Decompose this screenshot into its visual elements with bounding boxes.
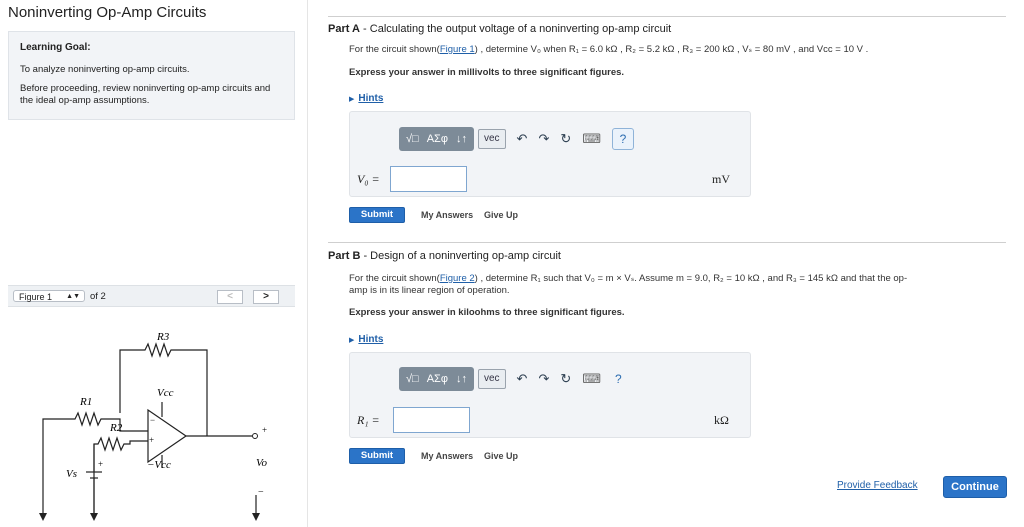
partA-title (328, 23, 671, 35)
output-minus-sign: − (258, 487, 264, 498)
page-title: Noninverting Op-Amp Circuits (8, 4, 207, 21)
redo-icon[interactable]: ↷ (538, 371, 550, 386)
learning-goal-line2: Before proceeding, review noninverting op-amp circuits and the ideal op-amp assumptions. (20, 83, 271, 106)
column-divider (307, 0, 308, 527)
partA-title-rest: - Calculating the output voltage of a noninverting op-amp circuit (360, 23, 672, 35)
triangle-right-icon: ▶ (349, 96, 355, 103)
partA-question-pre: For the circuit shown( (349, 44, 440, 55)
help-button[interactable]: ? (612, 128, 634, 150)
partA-hints-toggle[interactable] (349, 88, 383, 106)
partB-title-rest: - Design of a noninverting op-amp circuit (360, 250, 561, 262)
label-vo: Vo (256, 457, 267, 469)
partB-unit: kΩ (714, 413, 729, 427)
partB-question-pre: For the circuit shown( (349, 273, 440, 284)
partB-answer-input[interactable] (393, 407, 470, 433)
partB-question-line2: amp is in its linear region of operation. (349, 285, 510, 296)
learning-goal-panel (8, 31, 295, 120)
partA-answer-input[interactable] (390, 166, 467, 192)
partA-instruction: Express your answer in millivolts to three significant figures. (349, 67, 625, 78)
partB-submit-button[interactable]: Submit (349, 448, 405, 464)
redo-icon[interactable]: ↷ (538, 131, 550, 146)
undo-icon[interactable]: ↶ (516, 131, 528, 146)
reset-icon[interactable]: ↻ (560, 371, 572, 386)
label-r1: R1 (80, 396, 93, 408)
partA-equation-toolbar (399, 127, 634, 151)
output-plus-sign: + (262, 425, 268, 435)
partA-hints-link[interactable]: Hints (358, 93, 384, 104)
opamp-minus-sign: − (150, 415, 156, 425)
partB-title (328, 250, 561, 262)
undo-icon[interactable]: ↶ (516, 371, 528, 386)
vec-button[interactable]: vec (478, 129, 506, 149)
label-r3: R3 (157, 331, 170, 343)
greek-symbols-icon[interactable]: ΑΣφ (426, 133, 448, 145)
partA-give-up-link[interactable]: Give Up (484, 210, 519, 220)
partA-my-answers-link[interactable]: My Answers (421, 210, 474, 220)
continue-button[interactable]: Continue (943, 476, 1007, 498)
keyboard-icon[interactable]: ⌨ (582, 131, 602, 146)
partA-submit-button[interactable]: Submit (349, 207, 405, 223)
label-vcc: Vcc (157, 387, 174, 399)
figure-select-value: Figure 1 (19, 292, 53, 302)
partB-instruction: Express your answer in kiloohms to three significant figures. (349, 307, 625, 318)
greek-symbols-icon[interactable]: ΑΣφ (426, 373, 448, 385)
label-neg-vcc: −Vcc (147, 459, 171, 471)
learning-goal-heading: Learning Goal: (20, 42, 91, 53)
partB-hints-toggle[interactable] (349, 329, 383, 347)
partB-my-answers-link[interactable]: My Answers (421, 451, 474, 461)
label-vs: Vs (66, 468, 77, 480)
keyboard-icon[interactable]: ⌨ (582, 371, 602, 386)
partB-variable-label: R₁ = (357, 413, 380, 427)
partA-toolbar-group (399, 127, 474, 151)
chevron-updown-icon: ▲▼ (66, 293, 80, 300)
vec-button[interactable]: vec (478, 369, 506, 389)
partA-question-post: ) , determine V₀ when R₁ = 6.0 kΩ , R₂ = 5.2 kΩ , R₃ = 200 kΩ , Vₛ = 80 mV , and Vcc = 10 V . (474, 44, 869, 55)
partB-question (349, 273, 1014, 297)
figure-count: of 2 (90, 291, 106, 302)
partB-give-up-link[interactable]: Give Up (484, 451, 519, 461)
label-r2: R2 (110, 422, 123, 434)
partB-title-bold: Part B (328, 250, 361, 262)
figure-select[interactable] (13, 290, 85, 302)
reset-icon[interactable]: ↻ (560, 131, 572, 146)
learning-goal-line1: To analyze noninverting op-amp circuits. (20, 64, 190, 75)
prev-figure-button[interactable]: < (217, 290, 243, 304)
help-icon[interactable]: ? (615, 372, 622, 386)
partA-rule (328, 16, 1006, 17)
partB-equation-toolbar (399, 367, 622, 391)
partA-figure-link[interactable]: Figure 1 (439, 44, 475, 55)
partB-hints-link[interactable]: Hints (358, 334, 384, 345)
partA-question (349, 44, 1009, 56)
partA-variable-label: V₀ = (357, 172, 380, 186)
partB-rule (328, 242, 1006, 243)
sqrt-template-icon[interactable]: √□ (406, 373, 419, 385)
partA-title-bold: Part A (328, 23, 360, 35)
circuit-diagram (0, 310, 307, 527)
subscript-icon[interactable]: ↓↑ (455, 373, 467, 385)
partA-unit: mV (712, 172, 730, 186)
sqrt-template-icon[interactable]: √□ (406, 133, 419, 145)
battery-plus-sign: + (98, 459, 104, 469)
next-figure-button[interactable]: > (253, 290, 279, 304)
partB-figure-link[interactable]: Figure 2 (439, 273, 475, 284)
triangle-right-icon: ▶ (349, 337, 355, 344)
partB-toolbar-group (399, 367, 474, 391)
opamp-plus-sign: + (149, 435, 155, 445)
partB-question-post: ) , determine R₁ such that V₀ = m × Vₛ. Assume m = 9.0, R₂ = 10 kΩ , and R₃ = 145 kΩ and that the op- (474, 273, 908, 284)
subscript-icon[interactable]: ↓↑ (455, 133, 467, 145)
provide-feedback-link[interactable]: Provide Feedback (837, 480, 918, 491)
